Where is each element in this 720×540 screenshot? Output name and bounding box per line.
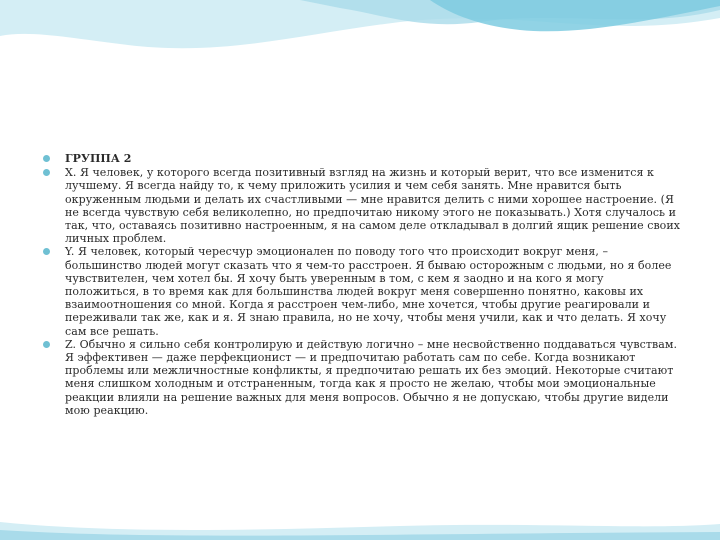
bullet-icon bbox=[43, 341, 50, 348]
bullet-icon bbox=[43, 248, 50, 255]
bottom-wave-decoration bbox=[0, 500, 720, 540]
top-wave-decoration bbox=[0, 0, 720, 70]
group-heading-item bbox=[40, 152, 680, 165]
paragraph-x: X. Я человек, у которого всегда позитивный взгляд на жизнь и который верит, что все изменится к лучшему. Я всегда найду то, к чему приложить усилия и чем себя занять. Мне нравится быть окруженным людьми и делать их счастливыми — мне нравится делить с ними хорошее настроение. (Я не всегда чувствую себя великолепно, но предпочитаю никому этого не показывать.) Хотя случалось и так, что, оставаясь позитивно настроенным, я на самом деле откладывал в долгий ящик решение своих личных проблем. bbox=[65, 166, 680, 246]
paragraph-z: Z. Обычно я сильно себя контролирую и действую логично – мне несвойственно поддаваться чувствам. Я эффективен — даже перфекционист — и предпочитаю работать сам по себе. Когда возникают проблемы или межличностные конфликты, я предпочитаю решать их без эмоций. Некоторые считают меня слишком холодным и отстраненным, тогда как я просто не желаю, чтобы мои эмоциональные реакции влияли на решение важных для меня вопросов. Обычно я не допускаю, чтобы другие видели мою реакцию. bbox=[65, 337, 678, 417]
group-heading: ГРУППА 2 bbox=[65, 152, 132, 165]
paragraph-z-item bbox=[40, 338, 680, 417]
paragraph-x-item bbox=[40, 166, 680, 245]
paragraph-y: Y. Я человек, который чересчур эмоционален по поводу того что происходит вокруг меня, – большинство людей могут сказать что я чем-то расстроен. Я бываю осторожным с людьми, но я более чувствителен, чем хотел бы. Я хочу быть уверенным в том, с кем я заодно и на кого я могу положиться, в то время как для большинства людей вокруг меня совершенно понятно, каковы их взаимоотношения со мной. Когда я расстроен чем-либо, мне хочется, чтобы другие реагировали и переживали так же, как и я. Я знаю правила, но не хочу, чтобы меня учили, как и что делать. Я хочу сам все решать. bbox=[65, 245, 672, 338]
bullet-icon bbox=[43, 155, 50, 162]
paragraph-y-item bbox=[40, 245, 680, 337]
slide-content bbox=[40, 152, 680, 417]
bullet-icon bbox=[43, 169, 50, 176]
bullet-list bbox=[40, 152, 680, 417]
